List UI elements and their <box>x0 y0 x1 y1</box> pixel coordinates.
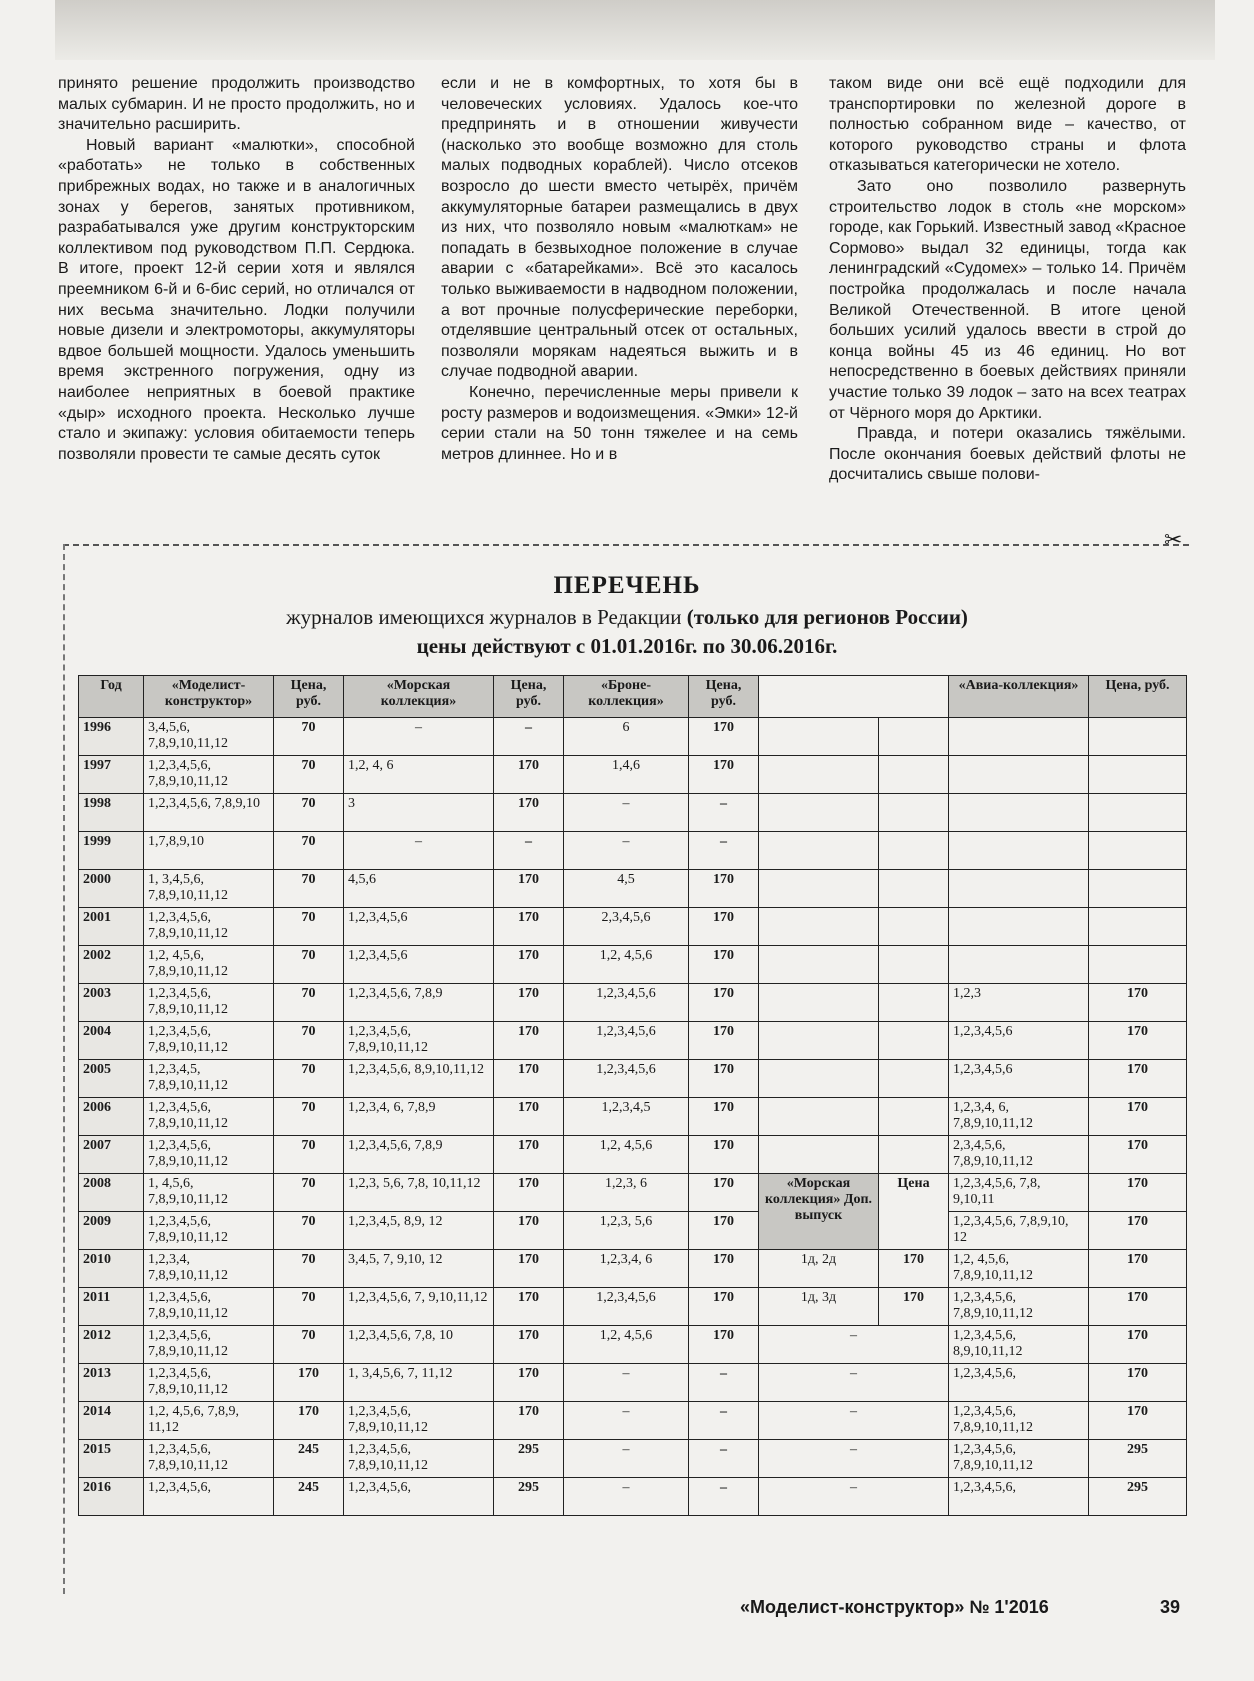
cell-morskaya-price: 170 <box>494 1098 564 1136</box>
cell-morskaya-issues: – <box>344 832 494 870</box>
cell-morskaya-issues: 1,2,3,4,5,6, 7, 9,10,11,12 <box>344 1288 494 1326</box>
cell-dop-price <box>879 870 949 908</box>
paragraph: Правда, и потери оказались тяжёлыми. После окончания боевых действий флоты не досчитались свыше полови- <box>829 425 1186 484</box>
paragraph: принято решение продолжить производство малых субмарин. И не просто продолжить, но и значительно расширить. <box>58 75 415 134</box>
cell-avia-price: 170 <box>1089 1326 1187 1364</box>
cell-brone-issues: 1,2,3, 6 <box>564 1174 689 1212</box>
subtitle-region-note: (только для регионов России) <box>686 605 968 629</box>
cell-mk-issues: 1,2, 4,5,6, 7,8,9, 11,12 <box>144 1402 274 1440</box>
cell-avia-price: 170 <box>1089 1212 1187 1250</box>
cell-morskaya-price: 170 <box>494 1250 564 1288</box>
cell-dop-price <box>879 718 949 756</box>
cell-avia-price: 295 <box>1089 1478 1187 1516</box>
cell-dop-issues <box>759 1060 879 1098</box>
cell-brone-issues: – <box>564 1364 689 1402</box>
cell-morskaya-issues: 1,2,3,4,5,6, 7,8, 10 <box>344 1326 494 1364</box>
cell-brone-price: – <box>689 1440 759 1478</box>
cell-avia-issues: 1,2,3,4,5,6, <box>949 1364 1089 1402</box>
cell-brone-price: 170 <box>689 946 759 984</box>
cell-year: 2007 <box>79 1136 144 1174</box>
cell-dop-issues <box>759 1098 879 1136</box>
cell-dop-price <box>879 756 949 794</box>
table-row <box>79 1098 1187 1136</box>
cell-avia-price: 170 <box>1089 1288 1187 1326</box>
cell-brone-price: 170 <box>689 1174 759 1212</box>
cell-dop-issues <box>759 756 879 794</box>
table-row <box>79 1250 1187 1288</box>
cell-mk-price: 245 <box>274 1478 344 1516</box>
header-morskaya: «Морская коллекция» <box>344 676 494 718</box>
cell-mk-price: 170 <box>274 1402 344 1440</box>
cell-dop-issues: 1д, 2д <box>759 1250 879 1288</box>
cell-mk-price: 70 <box>274 1250 344 1288</box>
cell-mk-price: 70 <box>274 1326 344 1364</box>
table-row <box>79 794 1187 832</box>
cell-avia-issues: 1,2,3,4,5,6, 7,8,9,10,11,12 <box>949 1402 1089 1440</box>
cell-morskaya-price: 170 <box>494 984 564 1022</box>
cell-brone-issues: 1,2,3,4,5,6 <box>564 984 689 1022</box>
cell-mk-issues: 1, 4,5,6, 7,8,9,10,11,12 <box>144 1174 274 1212</box>
cell-brone-issues: 1,2,3,4,5,6 <box>564 1022 689 1060</box>
table-row <box>79 1174 1187 1212</box>
table-row <box>79 1478 1187 1516</box>
cell-avia-issues: 1,2,3 <box>949 984 1089 1022</box>
cell-year: 2008 <box>79 1174 144 1212</box>
header-mk: «Моделист-конструктор» <box>144 676 274 718</box>
cell-dop-issues <box>759 794 879 832</box>
cell-dop-price <box>879 908 949 946</box>
table-row <box>79 984 1187 1022</box>
cell-brone-issues: – <box>564 1440 689 1478</box>
cell-avia-issues: 1,2,3,4,5,6, 7,8,9,10,11,12 <box>949 1440 1089 1478</box>
cell-brone-price: 170 <box>689 1212 759 1250</box>
cell-mk-price: 70 <box>274 718 344 756</box>
cell-dop-issues: – <box>759 1326 949 1364</box>
cell-avia-issues: 1,2,3,4,5,6, 8,9,10,11,12 <box>949 1326 1089 1364</box>
cell-year: 2011 <box>79 1288 144 1326</box>
cell-morskaya-price: 170 <box>494 1212 564 1250</box>
cell-morskaya-issues: 1,2,3,4,5,6 <box>344 908 494 946</box>
article-column-1 <box>58 74 415 465</box>
cell-dop-issues <box>759 908 879 946</box>
scissors-icon: ✂ <box>1164 528 1183 553</box>
cell-avia-issues <box>949 870 1089 908</box>
cell-avia-price: 170 <box>1089 1060 1187 1098</box>
cell-avia-issues <box>949 946 1089 984</box>
cell-morskaya-price: 170 <box>494 1022 564 1060</box>
cell-dop-issues: – <box>759 1364 949 1402</box>
cell-year: 2014 <box>79 1402 144 1440</box>
cell-dop-price <box>879 984 949 1022</box>
cell-brone-price: – <box>689 1364 759 1402</box>
table-row <box>79 1136 1187 1174</box>
cell-brone-price: – <box>689 1478 759 1516</box>
cell-brone-price: – <box>689 832 759 870</box>
cell-brone-issues: 1,2,3,4,5,6 <box>564 1060 689 1098</box>
cell-dop-issues: – <box>759 1478 949 1516</box>
catalog-validity: цены действуют с 01.01.2016г. по 30.06.2016г. <box>416 634 838 658</box>
cell-avia-issues: 1,2, 4,5,6, 7,8,9,10,11,12 <box>949 1250 1089 1288</box>
cell-morskaya-price: 170 <box>494 1174 564 1212</box>
catalog-table <box>78 675 1187 1516</box>
cut-line-left <box>63 544 65 1594</box>
cell-year: 2004 <box>79 1022 144 1060</box>
cell-mk-price: 245 <box>274 1440 344 1478</box>
article-column-2 <box>441 74 798 465</box>
cell-avia-price: 295 <box>1089 1440 1187 1478</box>
cell-morskaya-issues: 1,2,3,4,5,6, 7,8,9,10,11,12 <box>344 1022 494 1060</box>
cell-morskaya-issues: 1,2,3,4,5,6, 8,9,10,11,12 <box>344 1060 494 1098</box>
cell-brone-issues: 6 <box>564 718 689 756</box>
cell-morskaya-issues: 1,2,3,4,5,6, 7,8,9,10,11,12 <box>344 1440 494 1478</box>
cell-morskaya-issues: 1,2,3,4,5,6, 7,8,9,10,11,12 <box>344 1402 494 1440</box>
cell-avia-price <box>1089 908 1187 946</box>
cell-year: 1999 <box>79 832 144 870</box>
cell-dop-issues <box>759 718 879 756</box>
cell-avia-price <box>1089 718 1187 756</box>
cell-morskaya-price: – <box>494 718 564 756</box>
cell-mk-price: 70 <box>274 946 344 984</box>
table-row <box>79 946 1187 984</box>
cell-year: 2015 <box>79 1440 144 1478</box>
cell-morskaya-issues: 1,2,3,4,5,6 <box>344 946 494 984</box>
cell-avia-issues <box>949 908 1089 946</box>
cell-avia-price <box>1089 832 1187 870</box>
cell-brone-price: 170 <box>689 908 759 946</box>
cell-morskaya-issues: 1,2,3,4,5, 8,9, 12 <box>344 1212 494 1250</box>
table-row <box>79 756 1187 794</box>
cell-morskaya-issues: 1,2,3,4,5,6, 7,8,9 <box>344 984 494 1022</box>
cell-avia-issues: 1,2,3,4,5,6 <box>949 1022 1089 1060</box>
cell-avia-price <box>1089 756 1187 794</box>
cell-avia-issues: 1,2,3,4,5,6, 7,8,9,10,11,12 <box>949 1288 1089 1326</box>
table-row <box>79 1402 1187 1440</box>
cell-mk-price: 70 <box>274 794 344 832</box>
table-row <box>79 718 1187 756</box>
cell-dop-issues <box>759 1022 879 1060</box>
cell-morskaya-price: 170 <box>494 1060 564 1098</box>
cell-mk-issues: 1,2,3,4,5,6, 7,8,9,10 <box>144 794 274 832</box>
cell-avia-issues: 2,3,4,5,6, 7,8,9,10,11,12 <box>949 1136 1089 1174</box>
cell-mk-issues: 1,2,3,4,5,6, 7,8,9,10,11,12 <box>144 1288 274 1326</box>
cell-avia-price: 170 <box>1089 1250 1187 1288</box>
cell-brone-issues: 1,2,3,4,5,6 <box>564 1288 689 1326</box>
cell-avia-issues <box>949 832 1089 870</box>
cell-brone-price: 170 <box>689 1250 759 1288</box>
cell-avia-issues: 1,2,3,4,5,6, 7,8,9,10, 12 <box>949 1212 1089 1250</box>
cell-brone-price: 170 <box>689 1022 759 1060</box>
cell-avia-price: 170 <box>1089 1098 1187 1136</box>
cell-dop-price: 170 <box>879 1250 949 1288</box>
dop-header: «Морская коллекция» Доп. выпуск <box>759 1174 879 1250</box>
cell-avia-issues <box>949 756 1089 794</box>
table-row <box>79 1212 1187 1250</box>
header-avia: «Авиа-коллекция» <box>949 676 1089 718</box>
cell-mk-issues: 1,2,3,4,5,6, 7,8,9,10,11,12 <box>144 908 274 946</box>
cell-dop-price <box>879 1136 949 1174</box>
cell-brone-price: 170 <box>689 1326 759 1364</box>
cell-brone-issues: – <box>564 832 689 870</box>
cell-dop-issues <box>759 1136 879 1174</box>
cell-avia-price <box>1089 794 1187 832</box>
table-row <box>79 870 1187 908</box>
cell-brone-issues: 1,2, 4,5,6 <box>564 1136 689 1174</box>
cell-morskaya-issues: 1,2,3,4,5,6, <box>344 1478 494 1516</box>
cell-morskaya-issues: 1,2, 4, 6 <box>344 756 494 794</box>
cell-morskaya-price: 295 <box>494 1478 564 1516</box>
header-brone: «Броне-коллекция» <box>564 676 689 718</box>
cell-brone-price: 170 <box>689 1136 759 1174</box>
cell-morskaya-price: 295 <box>494 1440 564 1478</box>
cell-avia-price <box>1089 870 1187 908</box>
cell-morskaya-price: 170 <box>494 1326 564 1364</box>
cell-mk-price: 70 <box>274 984 344 1022</box>
cell-mk-issues: 1,2,3,4,5,6, 7,8,9,10,11,12 <box>144 1364 274 1402</box>
cell-mk-issues: 1,2,3,4,5,6, 7,8,9,10,11,12 <box>144 1212 274 1250</box>
cell-morskaya-issues: – <box>344 718 494 756</box>
cell-brone-price: – <box>689 794 759 832</box>
cell-year: 2010 <box>79 1250 144 1288</box>
cell-mk-issues: 1,2,3,4,5,6, 7,8,9,10,11,12 <box>144 1136 274 1174</box>
cell-year: 2006 <box>79 1098 144 1136</box>
cell-morskaya-issues: 1,2,3,4, 6, 7,8,9 <box>344 1098 494 1136</box>
cell-dop-issues <box>759 946 879 984</box>
cell-mk-price: 70 <box>274 1174 344 1212</box>
cell-dop-issues: – <box>759 1440 949 1478</box>
cell-brone-issues: 1,2,3, 5,6 <box>564 1212 689 1250</box>
header-price: Цена, руб. <box>1089 676 1187 718</box>
cell-mk-issues: 1,2,3,4,5,6, <box>144 1478 274 1516</box>
page-number: 39 <box>1160 1597 1181 1617</box>
cell-mk-price: 70 <box>274 1136 344 1174</box>
cell-brone-issues: 1,4,6 <box>564 756 689 794</box>
cell-brone-issues: – <box>564 1402 689 1440</box>
cell-morskaya-issues: 4,5,6 <box>344 870 494 908</box>
footer-magazine: «Моделист-конструктор» № 1'2016 <box>740 1597 1049 1617</box>
table-row <box>79 908 1187 946</box>
table-row <box>79 1060 1187 1098</box>
cell-morskaya-price: 170 <box>494 794 564 832</box>
cell-avia-issues: 1,2,3,4,5,6 <box>949 1060 1089 1098</box>
catalog-title: ПЕРЕЧЕНЬ <box>553 572 701 599</box>
cell-year: 2013 <box>79 1364 144 1402</box>
cell-mk-issues: 1,2,3,4,5,6, 7,8,9,10,11,12 <box>144 1440 274 1478</box>
cell-brone-price: 170 <box>689 718 759 756</box>
cell-mk-issues: 1, 3,4,5,6, 7,8,9,10,11,12 <box>144 870 274 908</box>
cell-dop-price <box>879 832 949 870</box>
cell-brone-price: 170 <box>689 1060 759 1098</box>
header-empty <box>759 676 949 718</box>
cell-dop-issues: 1д, 3д <box>759 1288 879 1326</box>
dop-header-price: Цена <box>879 1174 949 1250</box>
cell-brone-issues: 1,2, 4,5,6 <box>564 1326 689 1364</box>
article-column-3 <box>829 74 1186 486</box>
table-header-row <box>79 676 1187 718</box>
cell-mk-price: 70 <box>274 832 344 870</box>
cell-morskaya-issues: 3,4,5, 7, 9,10, 12 <box>344 1250 494 1288</box>
cell-year: 2016 <box>79 1478 144 1516</box>
cut-line <box>63 544 1189 546</box>
cell-mk-price: 70 <box>274 1288 344 1326</box>
cell-avia-price <box>1089 946 1187 984</box>
cell-brone-price: 170 <box>689 1098 759 1136</box>
cell-dop-issues <box>759 832 879 870</box>
cell-avia-price: 170 <box>1089 1174 1187 1212</box>
cell-brone-price: – <box>689 1402 759 1440</box>
cell-year: 1997 <box>79 756 144 794</box>
header-year: Год <box>79 676 144 718</box>
cell-dop-issues <box>759 984 879 1022</box>
cell-brone-issues: 1,2, 4,5,6 <box>564 946 689 984</box>
cell-morskaya-price: 170 <box>494 1288 564 1326</box>
cell-year: 2000 <box>79 870 144 908</box>
cell-brone-price: 170 <box>689 984 759 1022</box>
cell-brone-price: 170 <box>689 870 759 908</box>
paragraph: Конечно, перечисленные меры привели к росту размеров и водоизмещения. «Эмки» 12-й серии стали на 50 тонн тяжелее и на семь метров длиннее. Но и в <box>441 383 798 463</box>
table-row <box>79 1326 1187 1364</box>
cell-year: 2003 <box>79 984 144 1022</box>
cell-morskaya-price: 170 <box>494 1402 564 1440</box>
cell-mk-issues: 1,2, 4,5,6, 7,8,9,10,11,12 <box>144 946 274 984</box>
catalog-subtitle <box>0 605 1254 630</box>
cell-brone-issues: 1,2,3,4, 6 <box>564 1250 689 1288</box>
table-row <box>79 1288 1187 1326</box>
cell-morskaya-price: 170 <box>494 756 564 794</box>
cell-avia-issues <box>949 794 1089 832</box>
cell-morskaya-issues: 1, 3,4,5,6, 7, 11,12 <box>344 1364 494 1402</box>
cell-mk-issues: 1,2,3,4,5,6, 7,8,9,10,11,12 <box>144 984 274 1022</box>
cell-brone-issues: 4,5 <box>564 870 689 908</box>
cell-morskaya-price: 170 <box>494 946 564 984</box>
paragraph: таком виде они всё ещё подходили для транспортировки по железной дороге в полностью собранном виде – качество, от которого руководство страны и флота отказываться категорически не хотело. <box>829 75 1186 175</box>
cell-mk-issues: 3,4,5,6, 7,8,9,10,11,12 <box>144 718 274 756</box>
cell-avia-price: 170 <box>1089 1136 1187 1174</box>
cell-dop-issues: – <box>759 1402 949 1440</box>
cell-mk-price: 70 <box>274 870 344 908</box>
top-image-shadow <box>55 0 1215 60</box>
cell-dop-price <box>879 946 949 984</box>
cell-mk-issues: 1,7,8,9,10 <box>144 832 274 870</box>
table-row <box>79 1440 1187 1478</box>
cell-mk-issues: 1,2,3,4, 7,8,9,10,11,12 <box>144 1250 274 1288</box>
cell-morskaya-price: 170 <box>494 870 564 908</box>
cell-morskaya-price: 170 <box>494 908 564 946</box>
cell-mk-issues: 1,2,3,4,5,6, 7,8,9,10,11,12 <box>144 1326 274 1364</box>
cell-mk-price: 70 <box>274 756 344 794</box>
cell-avia-issues: 1,2,3,4,5,6, <box>949 1478 1089 1516</box>
table-row <box>79 832 1187 870</box>
cell-morskaya-price: 170 <box>494 1136 564 1174</box>
table-row <box>79 1022 1187 1060</box>
cell-dop-price <box>879 1022 949 1060</box>
cell-year: 2001 <box>79 908 144 946</box>
cell-brone-issues: – <box>564 1478 689 1516</box>
cell-morskaya-price: 170 <box>494 1364 564 1402</box>
cell-avia-price: 170 <box>1089 1022 1187 1060</box>
cell-avia-issues <box>949 718 1089 756</box>
cell-mk-issues: 1,2,3,4,5, 7,8,9,10,11,12 <box>144 1060 274 1098</box>
cell-dop-price <box>879 1098 949 1136</box>
cell-morskaya-issues: 3 <box>344 794 494 832</box>
cell-mk-price: 70 <box>274 1212 344 1250</box>
cell-year: 2009 <box>79 1212 144 1250</box>
cell-mk-price: 70 <box>274 1022 344 1060</box>
cell-year: 2012 <box>79 1326 144 1364</box>
cell-morskaya-issues: 1,2,3,4,5,6, 7,8,9 <box>344 1136 494 1174</box>
cell-mk-price: 70 <box>274 908 344 946</box>
cell-mk-price: 70 <box>274 1060 344 1098</box>
cell-mk-price: 70 <box>274 1098 344 1136</box>
cell-brone-issues: 2,3,4,5,6 <box>564 908 689 946</box>
cell-dop-price: 170 <box>879 1288 949 1326</box>
cell-year: 2002 <box>79 946 144 984</box>
cell-mk-issues: 1,2,3,4,5,6, 7,8,9,10,11,12 <box>144 1022 274 1060</box>
cell-dop-price <box>879 794 949 832</box>
cell-morskaya-price: – <box>494 832 564 870</box>
cell-avia-issues: 1,2,3,4,5,6, 7,8, 9,10,11 <box>949 1174 1089 1212</box>
paragraph: Новый вариант «малютки», способной «работать» не только в собственных прибрежных водах, но также и в аналогичных зонах у берегов, занятых противником, разрабатывался уже другим конструкторским коллективом под руководством П.П. Сердюка. В итоге, проект 12-й серии хотя и являлся преемником 6-й и 6-бис серий, но отличался от них весьма значительно. Лодки получили новые дизели и электромоторы, аккумуляторы вдвое большей мощности. Удалось уменьшить время экстренного погружения, одну из наиболее неприятных в боевой практике «дыр» исходного проекта. Несколько лучше стало и экипажу: условия обитаемости теперь позволяли провести те самые десять суток <box>58 136 415 463</box>
cell-year: 1998 <box>79 794 144 832</box>
cell-year: 1996 <box>79 718 144 756</box>
header-price: Цена, руб. <box>689 676 759 718</box>
header-price: Цена, руб. <box>274 676 344 718</box>
cell-dop-issues <box>759 870 879 908</box>
cell-brone-issues: – <box>564 794 689 832</box>
cell-brone-issues: 1,2,3,4,5 <box>564 1098 689 1136</box>
cell-avia-issues: 1,2,3,4, 6, 7,8,9,10,11,12 <box>949 1098 1089 1136</box>
header-price: Цена, руб. <box>494 676 564 718</box>
cell-brone-price: 170 <box>689 756 759 794</box>
cell-brone-price: 170 <box>689 1288 759 1326</box>
cell-morskaya-issues: 1,2,3, 5,6, 7,8, 10,11,12 <box>344 1174 494 1212</box>
cell-mk-issues: 1,2,3,4,5,6, 7,8,9,10,11,12 <box>144 756 274 794</box>
cell-avia-price: 170 <box>1089 1364 1187 1402</box>
table-row <box>79 1364 1187 1402</box>
table-body <box>79 718 1187 1516</box>
cell-dop-price <box>879 1060 949 1098</box>
cell-avia-price: 170 <box>1089 1402 1187 1440</box>
cell-avia-price: 170 <box>1089 984 1187 1022</box>
cell-year: 2005 <box>79 1060 144 1098</box>
cell-mk-issues: 1,2,3,4,5,6, 7,8,9,10,11,12 <box>144 1098 274 1136</box>
subtitle-text: журналов имеющихся журналов в Редакции <box>286 605 687 629</box>
paragraph: если и не в комфортных, то хотя бы в человеческих условиях. Удалось кое-что предпринять и в отношении живучести (насколько это вообще возможно для столь малых подводных кораблей). Число отсеков возросло до шести вместо четырёх, причём аккумуляторные батареи размещались в двух из них, что позволяло новым «малюткам» не попадать в безвыходное положение в случае аварии с «батарейками». Всё это касалось только выживаемости в надводном положении, а вот прочные полусферические переборки, отделявшие центральный отсек от остальных, позволяли морякам надеяться выжить и в случае подводной аварии. <box>441 75 798 381</box>
paragraph: Зато оно позволило развернуть строительство лодок в столь «не морском» городе, как Горький. Известный завод «Красное Сормово» выдал 32 единицы, тогда как ленинградский «Судомех» – только 14. Причём постройка продолжалась и после начала Великой Отечественной. В итоге ценой больших усилий удалось ввести в строй до конца войны 45 из 46 единиц. Но вот непосредственно в боевых действиях приняли участие только 39 лодок – зато на всех театрах от Чёрного моря до Арктики. <box>829 177 1186 422</box>
cell-mk-price: 170 <box>274 1364 344 1402</box>
